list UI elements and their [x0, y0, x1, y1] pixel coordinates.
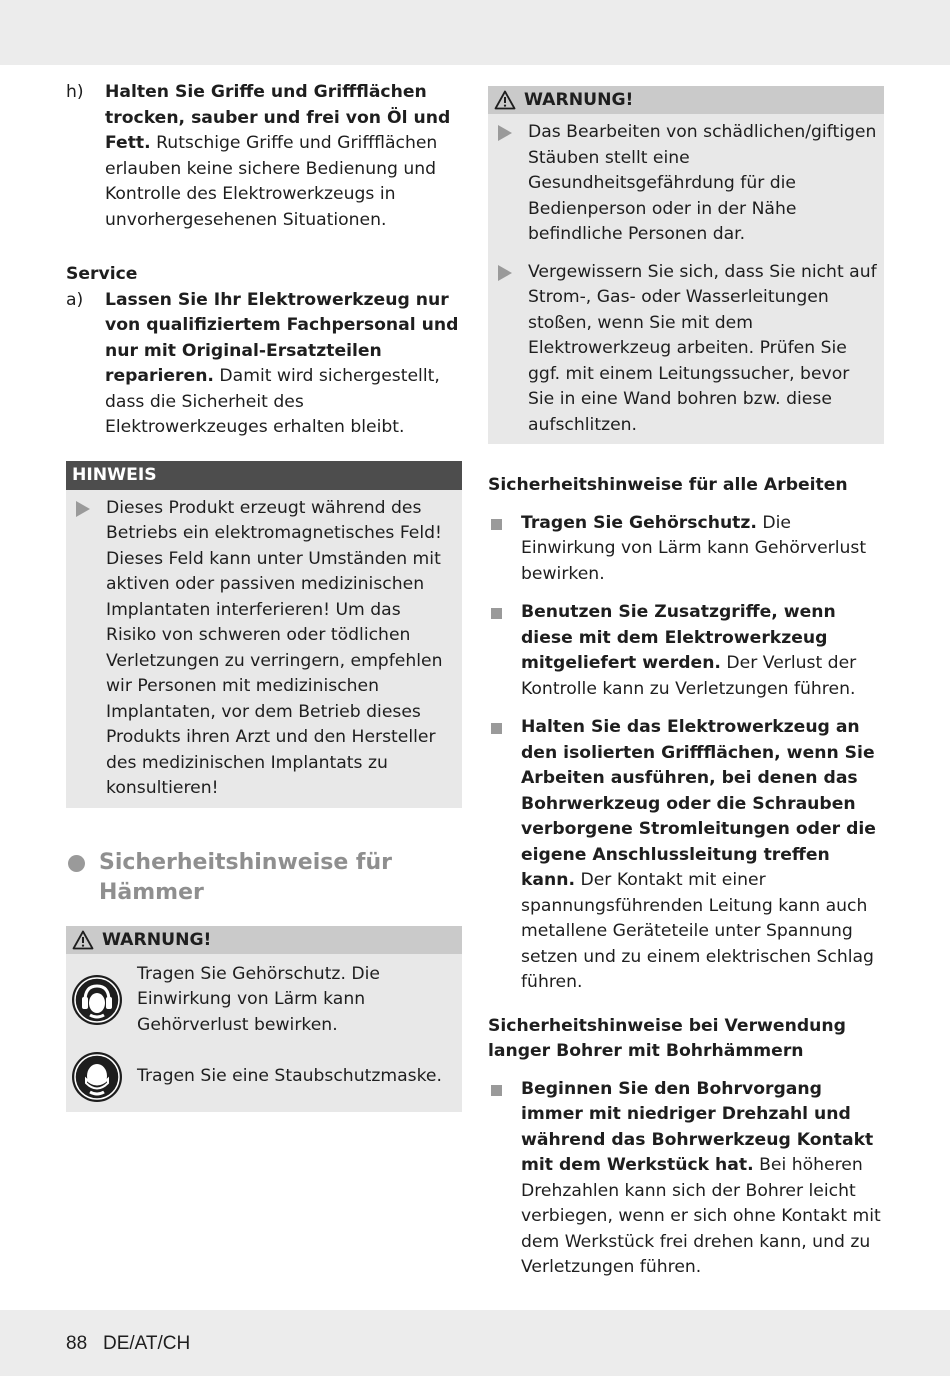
dust-mask-text: Tragen Sie eine Staubschutzmaske.: [137, 1066, 442, 1087]
triangle-bullet-icon: [498, 265, 512, 281]
item-text: Rutschige Griffe und Griffflächen erlauben keine sichere Bedienung und Kontrolle des Elektrowerkzeugs in unvorhergesehenen Situationen.: [105, 133, 438, 230]
hinweis-box: [66, 461, 462, 808]
region-label: DE/AT/CH: [102, 1333, 191, 1354]
item-marker: h): [66, 82, 84, 102]
item-marker: a): [66, 289, 84, 310]
top-bar: [0, 0, 950, 65]
square-bullet-icon: [491, 608, 502, 619]
square-bullet-icon: [491, 519, 502, 530]
list-item: Benutzen Sie Zusatzgriffe, wenn diese mit dem Elektrowerkzeug mitgeliefert werden. Der Verlust der Kontrolle kann zu Verletzungen führen.: [488, 600, 884, 702]
hinweis-title: HINWEIS: [66, 461, 462, 490]
hinweis-item: [66, 496, 462, 802]
right-column: [488, 86, 884, 1281]
triangle-bullet-icon: [498, 125, 512, 141]
section-title: Sicherheitshinweise für Hämmer: [66, 848, 462, 908]
ear-protection-row: [66, 954, 462, 1043]
triangle-bullet-icon: [76, 501, 90, 517]
warnung-item: Vergewissern Sie sich, dass Sie nicht auf Strom-, Gas- oder Wasserleitungen stoßen, wenn Sie mit dem Elektrowerkzeug arbeiten. Prüfen Sie ggf. mit einem Leitungssucher, bevor Sie in eine Wand bohren bzw. diese aufschlitzen.: [488, 260, 884, 439]
list-item: Tragen Sie Gehörschutz. Die Einwirkung von Lärm kann Gehörverlust bewirken.: [488, 511, 884, 588]
heading-long-drills: Sicherheitshinweise bei Verwendung langer Bohrer mit Bohrhämmern: [488, 1015, 846, 1061]
warnung-header: [66, 926, 462, 954]
ear-protection-text: Tragen Sie Gehörschutz. Die Einwirkung von Lärm kann Gehörverlust bewirken.: [137, 963, 380, 1035]
list-item-a: [66, 288, 462, 441]
bullet-dot-icon: [68, 855, 85, 872]
hinweis-text: Dieses Produkt erzeugt während des Betriebs ein elektromagnetisches Feld! Dieses Feld kann unter Umständen mit aktiven oder passiven medizinischen Implantaten interferieren! Um das Risiko von schweren oder tödlichen Verletzungen zu verringern, empfehlen wir Personen mit medizinischen Implantaten, vor dem Betrieb dieses Produkts ihren Arzt und den Hersteller des medizinischen Implantats zu konsultieren!: [106, 497, 443, 798]
warnung-item: Das Bearbeiten von schädlichen/giftigen Stäuben stellt eine Gesundheitsgefährdung für die Bedienperson oder in der Nähe befindliche Personen dar.: [488, 120, 884, 248]
list-item-h: [66, 80, 462, 233]
dust-mask-icon: [72, 1052, 122, 1102]
square-bullet-icon: [491, 723, 502, 734]
warnung-header: [488, 86, 884, 114]
item-bold-text: Lassen Sie Ihr Elektrowerkzeug nur von qualifiziertem Fachpersonal und nur mit Original-Ersatzteilen reparieren.: [105, 289, 459, 386]
footer: [66, 1331, 190, 1357]
warnung-title: WARNUNG!: [102, 929, 212, 950]
heading-all-work: Sicherheitshinweise für alle Arbeiten: [488, 475, 848, 495]
list-item: Beginnen Sie den Bohrvorgang immer mit niedriger Drehzahl und während das Bohrwerkzeug Kontakt mit dem Werkstück hat. Bei höheren Drehzahlen kann sich der Bohrer leicht verbiegen, wenn er sich ohne Kontakt mit dem Werkstück frei drehen kann, und zu Verletzungen führen.: [488, 1077, 884, 1281]
item-text: Damit wird sichergestellt, dass die Sicherheit des Elektrowerkzeuges erhalten bleibt.: [105, 366, 440, 437]
warning-triangle-icon: [72, 930, 94, 950]
page-number: 88: [66, 1333, 88, 1354]
square-bullet-icon: [491, 1085, 502, 1096]
left-column: [66, 80, 462, 1112]
dust-mask-row: [66, 1042, 462, 1106]
warning-triangle-icon: [494, 90, 516, 110]
warnung-box-left: [66, 926, 462, 1113]
warnung-title: WARNUNG!: [524, 90, 634, 110]
ear-protection-icon: [72, 975, 122, 1025]
warnung-box-right: [488, 86, 884, 444]
item-bold-text: Halten Sie Griffe und Griffflächen trocken, sauber und frei von Öl und Fett.: [105, 82, 451, 153]
list-item: Halten Sie das Elektrowerkzeug an den isolierten Griffflächen, wenn Sie Arbeiten ausführen, bei denen das Bohrwerkzeug oder die Schrauben verborgene Stromleitungen oder die eigene Anschlussleitung treffen kann. Der Kontakt mit einer spannungsführenden Leitung kann auch metallene Geräteteile unter Spannung setzen und zu einem elektrischen Schlag führen.: [488, 715, 884, 996]
service-heading: Service: [66, 264, 138, 284]
